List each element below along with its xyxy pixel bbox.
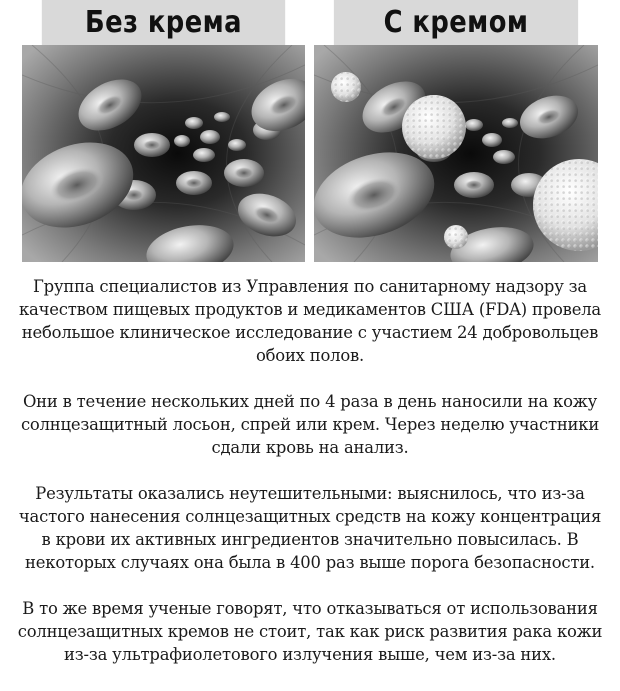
blood-cells-image <box>22 45 305 262</box>
blood-cells-with-particles-image <box>314 45 598 262</box>
article-paragraph: Группа специалистов из Управления по санитарному надзору за качеством пищевых продуктов и медикаментов США (FDA) провела небольшое клиническое исследование с участием 24 добровольцев обоих полов. <box>19 277 601 365</box>
panel-title-without-cream: Без крема <box>42 0 285 45</box>
article-paragraph: Результаты оказались неутешительными: выяснилось, что из-за частого нанесения солнцезащитных средств на кожу концентрация в крови их активных ингредиентов значительно повысилась. В некоторых случаях она была в 400 раз выше порога безопасности. <box>18 484 602 572</box>
article-text <box>14 275 606 666</box>
panel-without-cream <box>22 0 305 262</box>
article-paragraph: Они в течение нескольких дней по 4 раза в день наносили на кожу солнцезащитный лосьон, спрей или крем. Через неделю участники сдали кровь на анализ. <box>20 392 600 457</box>
article-paragraph: В то же время ученые говорят, что отказываться от использования солнцезащитных кремов не стоит, так как риск развития рака кожи из-за ультрафиолетового излучения выше, чем из-за них. <box>17 599 603 664</box>
panel-with-cream <box>314 0 598 262</box>
panel-title-with-cream: С кремом <box>334 0 578 45</box>
